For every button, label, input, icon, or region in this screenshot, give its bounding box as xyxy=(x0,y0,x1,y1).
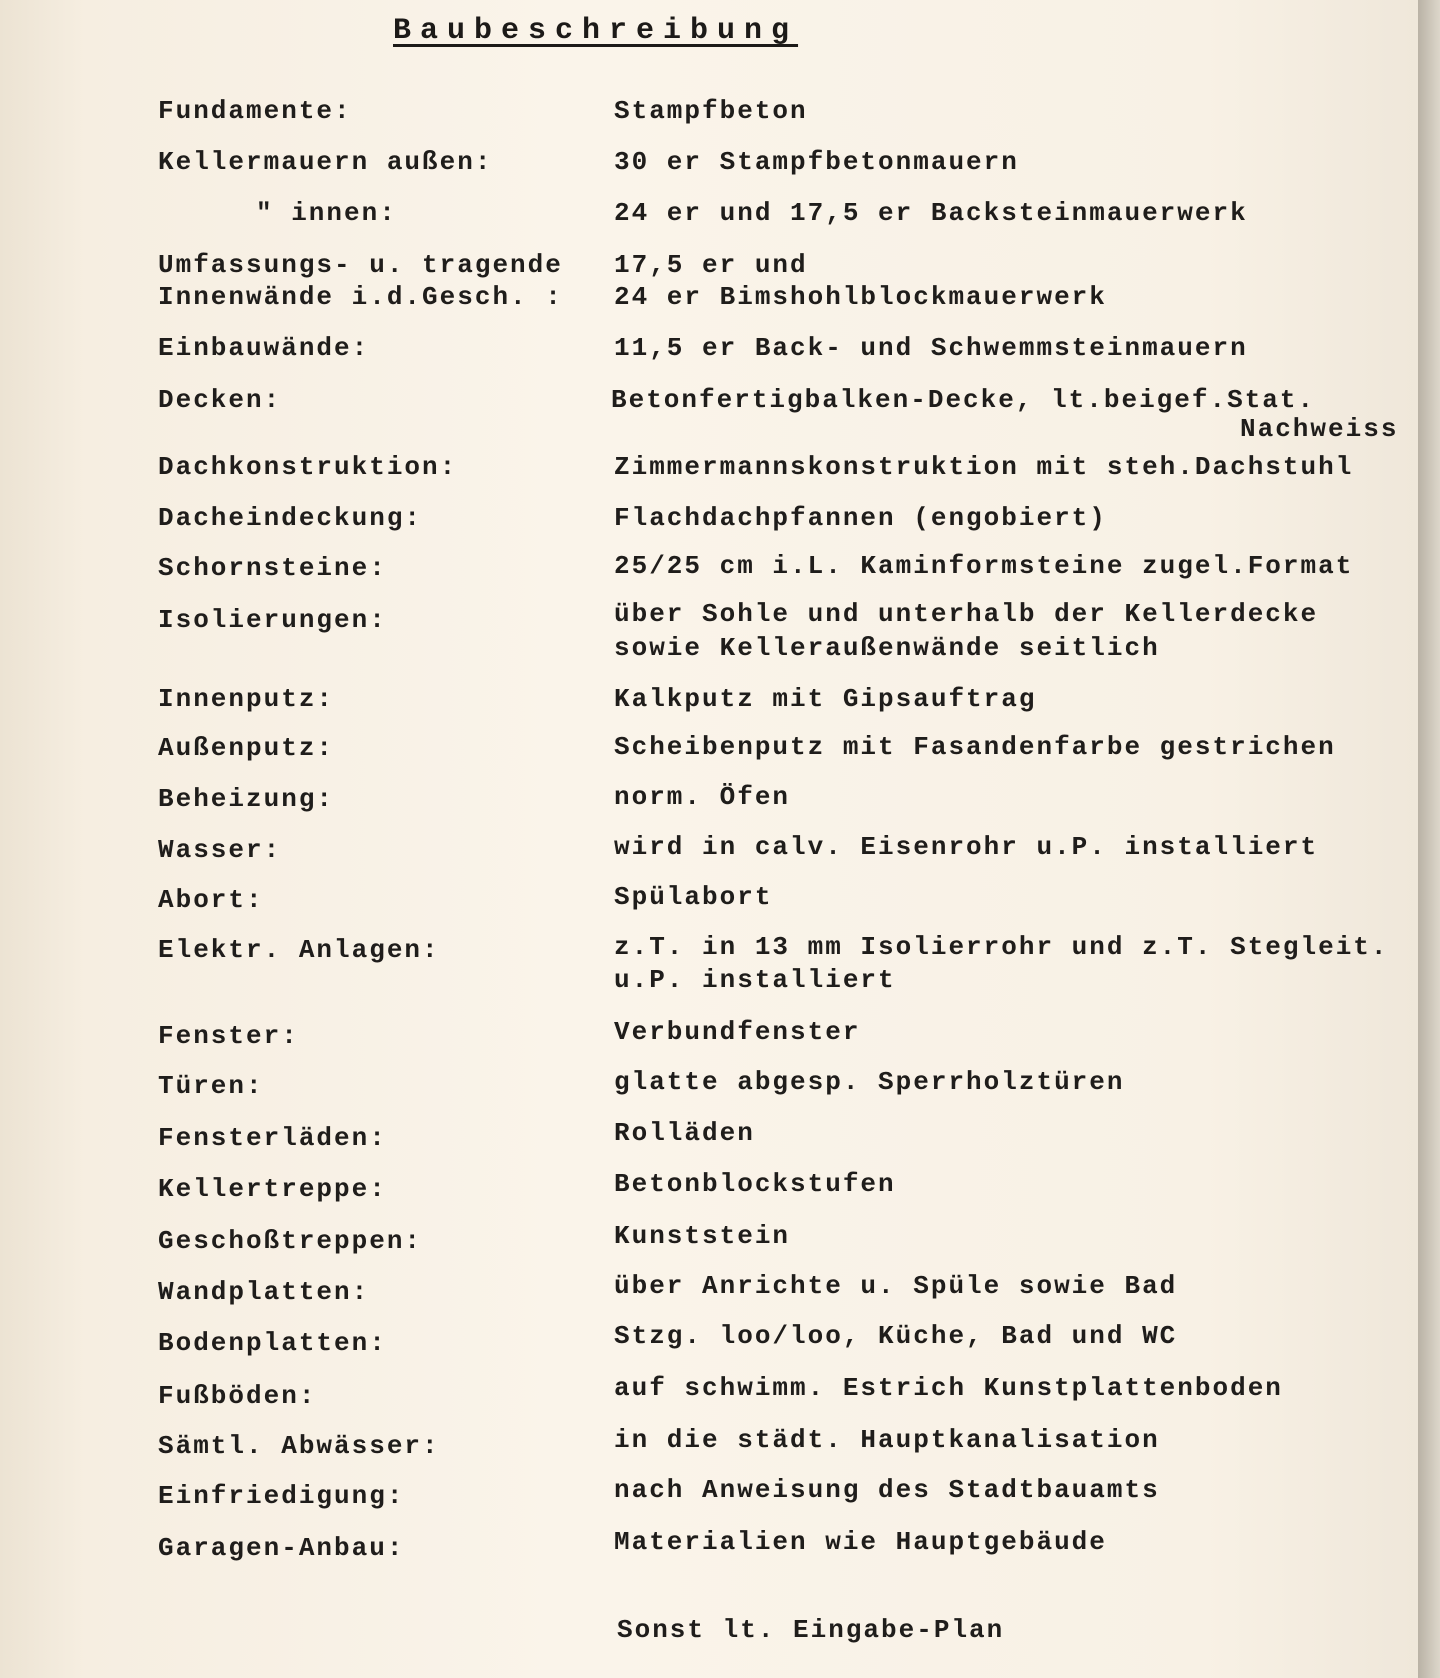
row-value: norm. Öfen xyxy=(614,782,791,812)
row-label: Kellertreppe: xyxy=(158,1174,387,1204)
row-value: Scheibenputz mit Fasandenfarbe gestrichen xyxy=(614,732,1336,762)
row-value: glatte abgesp. Sperrholztüren xyxy=(614,1067,1125,1097)
row-label: Einbauwände: xyxy=(158,333,370,363)
row-value: Kunststein xyxy=(614,1221,791,1251)
row-label: Elektr. Anlagen: xyxy=(158,935,440,965)
row-value-continuation: Nachweiss xyxy=(1240,414,1399,444)
row-label: Garagen-Anbau: xyxy=(158,1533,405,1563)
row-label: Innenwände i.d.Gesch. : xyxy=(158,282,563,312)
row-label: Geschoßtreppen: xyxy=(158,1226,423,1256)
row-value-continuation: sowie Kelleraußenwände seitlich xyxy=(614,633,1160,663)
row-value: Kalkputz mit Gipsauftrag xyxy=(614,684,1037,714)
row-value: z.T. in 13 mm Isolierrohr und z.T. Stegleit. xyxy=(614,932,1389,962)
row-value: 11,5 er Back- und Schwemmsteinmauern xyxy=(614,333,1248,363)
page-edge xyxy=(1418,0,1440,1678)
row-label: Einfriedigung: xyxy=(158,1481,405,1511)
row-label: Abort: xyxy=(158,885,264,915)
row-value: Stampfbeton xyxy=(614,96,808,126)
row-value: Flachdachpfannen (engobiert) xyxy=(614,503,1107,533)
row-label: Wandplatten: xyxy=(158,1277,370,1307)
row-label: Bodenplatten: xyxy=(158,1328,387,1358)
row-value: Zimmermannskonstruktion mit steh.Dachstuhl xyxy=(614,452,1354,482)
row-label: Dachkonstruktion: xyxy=(158,452,458,482)
row-value: Betonfertigbalken-Decke, lt.beigef.Stat. xyxy=(611,385,1316,415)
row-label: Wasser: xyxy=(158,835,282,865)
row-label: Fußböden: xyxy=(158,1381,317,1411)
row-value: Rolläden xyxy=(614,1118,755,1148)
row-value: 17,5 er und xyxy=(614,250,808,280)
row-label: Innenputz: xyxy=(158,684,335,714)
row-value: 24 er und 17,5 er Backsteinmauerwerk xyxy=(614,198,1248,228)
row-label: Dacheindeckung: xyxy=(158,503,423,533)
row-value: Materialien wie Hauptgebäude xyxy=(614,1527,1107,1557)
row-value-continuation: u.P. installiert xyxy=(614,965,896,995)
row-label: Fensterläden: xyxy=(158,1123,387,1153)
row-value: wird in calv. Eisenrohr u.P. installiert xyxy=(614,832,1319,862)
row-value: über Anrichte u. Spüle sowie Bad xyxy=(614,1271,1178,1301)
row-value: 25/25 cm i.L. Kaminformsteine zugel.Format xyxy=(614,551,1354,581)
row-label: Isolierungen: xyxy=(158,605,387,635)
document-title: Baubeschreibung xyxy=(393,14,799,48)
row-value: Stzg. loo/loo, Küche, Bad und WC xyxy=(614,1321,1178,1351)
row-value: Verbundfenster xyxy=(614,1017,861,1047)
row-value: auf schwimm. Estrich Kunstplattenboden xyxy=(614,1373,1283,1403)
row-value: in die städt. Hauptkanalisation xyxy=(614,1425,1160,1455)
row-value: 30 er Stampfbetonmauern xyxy=(614,147,1019,177)
row-label: Decken: xyxy=(158,385,282,415)
row-label: Kellermauern außen: xyxy=(158,147,493,177)
row-label: Sämtl. Abwässer: xyxy=(158,1431,440,1461)
row-value: über Sohle und unterhalb der Kellerdecke xyxy=(614,599,1319,629)
row-value: Betonblockstufen xyxy=(614,1169,896,1199)
row-label: Außenputz: xyxy=(158,733,335,763)
row-label: " innen: xyxy=(256,198,397,228)
row-value: 24 er Bimshohlblockmauerwerk xyxy=(614,282,1107,312)
row-value: nach Anweisung des Stadtbauamts xyxy=(614,1475,1160,1505)
row-value: Spülabort xyxy=(614,882,773,912)
row-label: Türen: xyxy=(158,1071,264,1101)
row-label: Fenster: xyxy=(158,1021,299,1051)
row-label: Schornsteine: xyxy=(158,553,387,583)
row-label: Fundamente: xyxy=(158,96,352,126)
row-label: Beheizung: xyxy=(158,784,335,814)
row-label: Umfassungs- u. tragende xyxy=(158,250,563,280)
footer-note: Sonst lt. Eingabe-Plan xyxy=(617,1615,1005,1645)
